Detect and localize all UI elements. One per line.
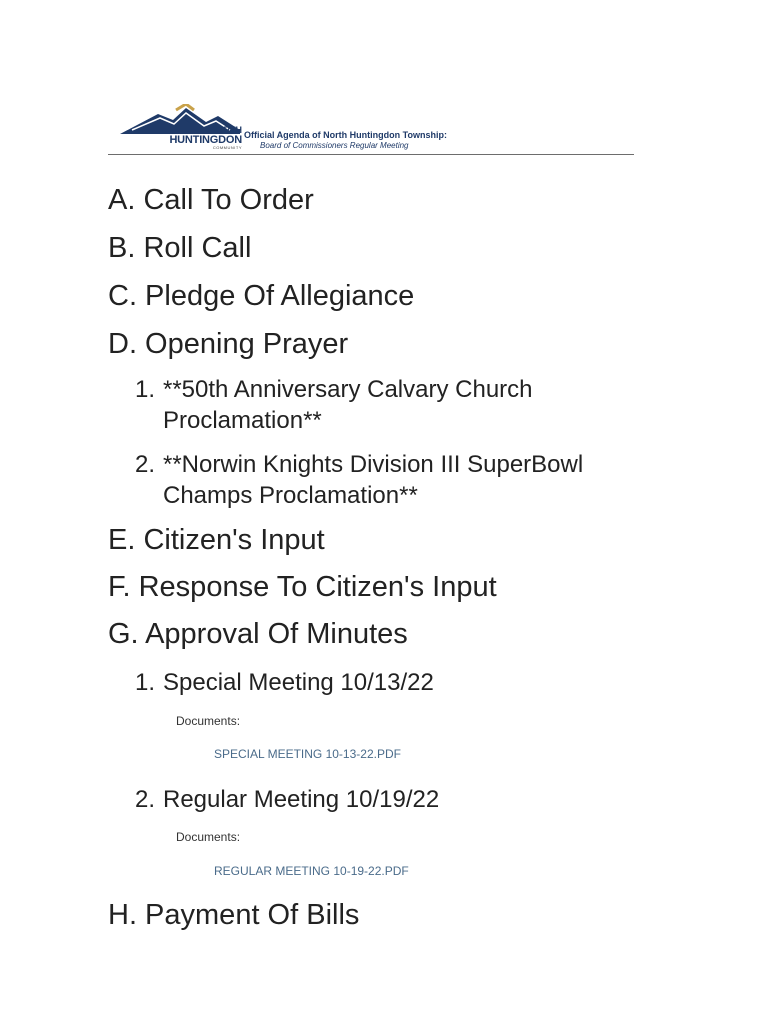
subitem-number: 2. <box>135 451 156 478</box>
agenda-title: Official Agenda of North Huntingdon Township: <box>244 130 447 140</box>
agenda-item-h: H. Payment Of Bills <box>108 899 360 931</box>
agenda-subitem <box>135 375 533 437</box>
logo-wordmark <box>150 126 242 150</box>
document-header <box>108 100 634 155</box>
logo-huntingdon-text: HUNTINGDON <box>169 134 242 146</box>
documents-label: Documents: <box>176 714 241 728</box>
documents-label: Documents: <box>176 830 241 844</box>
agenda-subtitle: Board of Commissioners Regular Meeting <box>260 141 409 150</box>
agenda-item-e: E. Citizen's Input <box>108 524 325 556</box>
agenda-subitem <box>135 668 434 699</box>
agenda-item-b: B. Roll Call <box>108 232 252 264</box>
agenda-item-f: F. Response To Citizen's Input <box>108 571 497 603</box>
subitem-text-continued: Champs Proclamation** <box>163 481 418 509</box>
subitem-number: 1. <box>135 669 156 696</box>
subitem-text: **Norwin Knights Division III SuperBowl <box>163 451 584 478</box>
special-meeting-pdf-link[interactable]: SPECIAL MEETING 10-13-22.PDF <box>214 747 401 761</box>
agenda-item-d: D. Opening Prayer <box>108 328 349 360</box>
subitem-text: **50th Anniversary Calvary Church <box>163 376 533 403</box>
subitem-number: 2. <box>135 786 156 813</box>
subitem-text: Special Meeting 10/13/22 <box>163 669 434 696</box>
agenda-subitem <box>135 450 583 512</box>
regular-meeting-pdf-link[interactable]: REGULAR MEETING 10-19-22.PDF <box>214 864 409 878</box>
township-logo <box>118 104 240 152</box>
logo-north-text: NORTH <box>210 125 242 135</box>
agenda-subitem <box>135 785 439 816</box>
subitem-text-continued: Proclamation** <box>163 406 322 434</box>
agenda-item-c: C. Pledge Of Allegiance <box>108 280 415 312</box>
agenda-item-a: A. Call To Order <box>108 184 314 216</box>
agenda-item-g: G. Approval Of Minutes <box>108 618 408 650</box>
subitem-number: 1. <box>135 376 156 403</box>
subitem-text: Regular Meeting 10/19/22 <box>163 786 440 813</box>
logo-community-text: COMMUNITY <box>212 145 242 150</box>
